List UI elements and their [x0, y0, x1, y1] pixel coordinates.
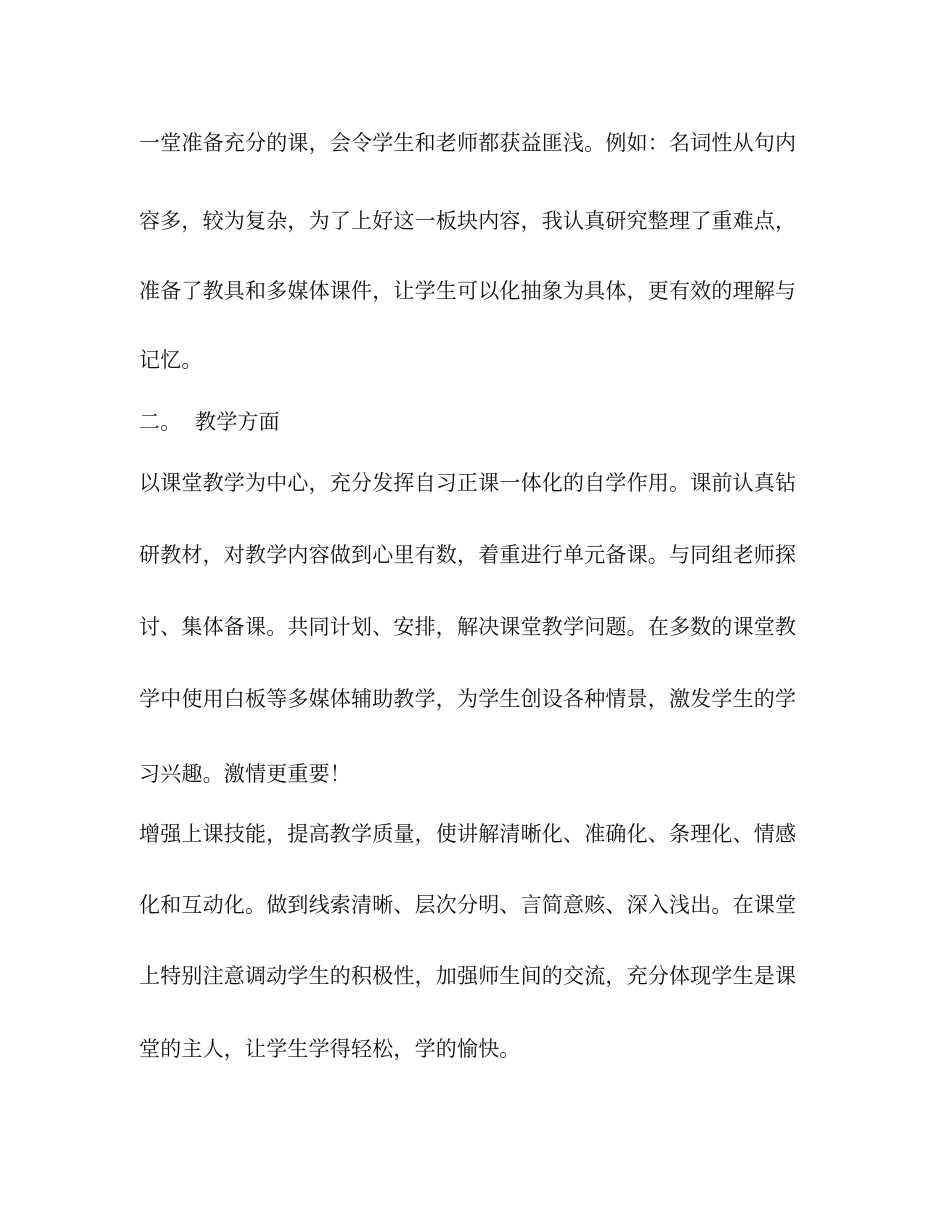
paragraph-3-line-1: 增强上课技能，提高教学质量，使讲解清晰化、准确化、条理化、情感	[139, 822, 797, 846]
section-heading-title: 教学方面	[195, 410, 280, 434]
paragraph-2-line-3: 讨、集体备课。共同计划、安排，解决课堂教学问题。在多数的课堂教	[139, 615, 797, 639]
paragraph-3-line-3: 上特别注意调动学生的积极性，加强师生间的交流，充分体现学生是课	[139, 964, 797, 988]
paragraph-2-line-5: 习兴趣。激情更重要！	[139, 762, 351, 786]
section-heading-number: 二。	[139, 410, 182, 434]
paragraph-2-line-2: 研教材，对教学内容做到心里有数，着重进行单元备课。与同组老师探	[139, 543, 797, 567]
paragraph-1-line-1: 一堂准备充分的课，会令学生和老师都获益匪浅。例如：名词性从句内	[139, 131, 797, 155]
paragraph-1-line-3: 准备了教具和多媒体课件，让学生可以化抽象为具体，更有效的理解与	[139, 279, 797, 303]
paragraph-3-line-2: 化和互动化。做到线索清晰、层次分明、言简意赅、深入浅出。在课堂	[139, 893, 797, 917]
paragraph-2-line-1: 以课堂教学为中心，充分发挥自习正课一体化的自学作用。课前认真钻	[139, 471, 797, 495]
paragraph-1-line-4: 记忆。	[139, 348, 203, 372]
paragraph-2-line-4: 学中使用白板等多媒体辅助教学，为学生创设各种情景，激发学生的学	[139, 687, 797, 711]
paragraph-1-line-2: 容多，较为复杂，为了上好这一板块内容，我认真研究整理了重难点，	[139, 209, 797, 233]
section-heading	[139, 407, 829, 437]
paragraph-3-line-4: 堂的主人，让学生学得轻松，学的愉快。	[139, 1037, 521, 1061]
